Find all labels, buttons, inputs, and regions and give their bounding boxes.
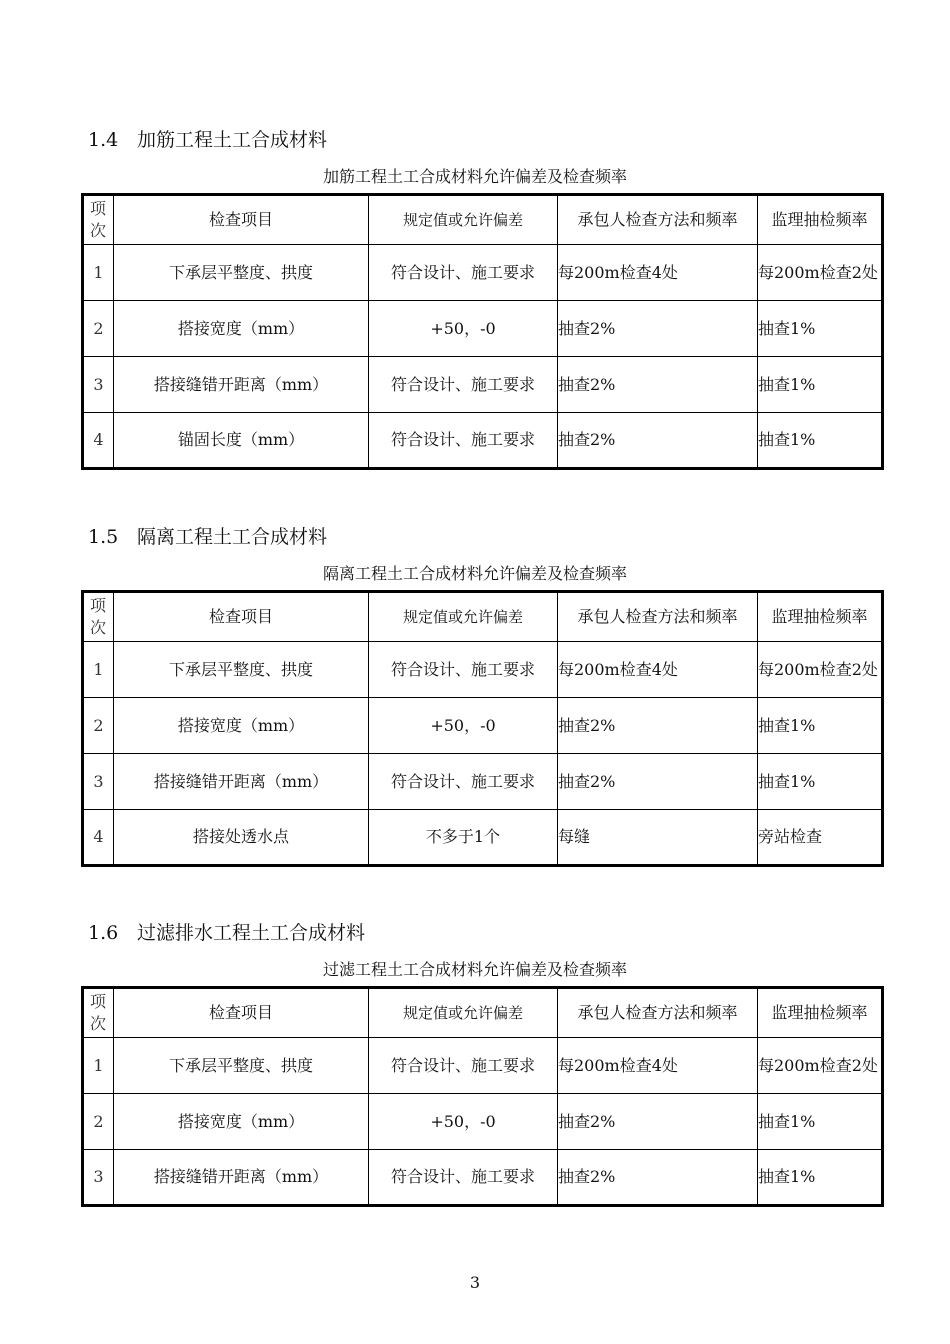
cell-method: 每200m检查4处	[558, 642, 758, 698]
cell-frequency: 抽查1%	[758, 301, 883, 357]
cell-no: 3	[83, 754, 114, 810]
cell-standard: +50，-0	[369, 698, 558, 754]
table-row	[83, 245, 883, 301]
cell-frequency: 抽查1%	[758, 1150, 883, 1206]
cell-no: 2	[83, 1094, 114, 1150]
header-no: 项次	[83, 988, 114, 1038]
cell-no: 1	[83, 245, 114, 301]
table-caption: 加筋工程土工合成材料允许偏差及检查频率	[322, 167, 627, 186]
cell-frequency: 抽查1%	[758, 357, 883, 413]
cell-no: 1	[83, 642, 114, 698]
page-number: 3	[469, 1273, 481, 1292]
cell-frequency: 抽查1%	[758, 754, 883, 810]
cell-standard: 符合设计、施工要求	[369, 357, 558, 413]
section-title: 隔离工程土工合成材料	[137, 526, 328, 548]
section-number: 1.4	[88, 129, 119, 151]
table-row	[83, 1038, 883, 1094]
cell-standard: +50，-0	[369, 301, 558, 357]
cell-frequency: 抽查1%	[758, 698, 883, 754]
table-row	[83, 1094, 883, 1150]
cell-no: 3	[83, 1150, 114, 1206]
cell-item: 锚固长度（mm）	[114, 413, 369, 469]
cell-item: 搭接处透水点	[114, 810, 369, 866]
section-heading	[88, 525, 327, 549]
cell-item: 下承层平整度、拱度	[114, 245, 369, 301]
table-row	[83, 301, 883, 357]
cell-standard: 符合设计、施工要求	[369, 754, 558, 810]
table-row	[83, 698, 883, 754]
header-item: 检查项目	[114, 988, 369, 1038]
cell-item: 搭接缝错开距离（mm）	[114, 357, 369, 413]
section-title: 过滤排水工程土工合成材料	[137, 922, 366, 944]
cell-item: 搭接宽度（mm）	[114, 1094, 369, 1150]
table-header-row	[83, 988, 883, 1038]
cell-method: 抽查2%	[558, 1094, 758, 1150]
cell-frequency: 每200m检查2处	[758, 642, 883, 698]
cell-no: 2	[83, 698, 114, 754]
cell-method: 抽查2%	[558, 413, 758, 469]
cell-method: 每200m检查4处	[558, 245, 758, 301]
cell-standard: +50，-0	[369, 1094, 558, 1150]
inspection-table	[81, 986, 884, 1207]
cell-standard: 不多于1个	[369, 810, 558, 866]
header-frequency: 监理抽检频率	[758, 592, 883, 642]
section-number: 1.5	[88, 526, 119, 548]
cell-method: 每200m检查4处	[558, 1038, 758, 1094]
table-row	[83, 1150, 883, 1206]
table-row	[83, 642, 883, 698]
inspection-table	[81, 590, 884, 867]
cell-standard: 符合设计、施工要求	[369, 245, 558, 301]
cell-method: 抽查2%	[558, 698, 758, 754]
header-method: 承包人检查方法和频率	[558, 988, 758, 1038]
cell-frequency: 抽查1%	[758, 1094, 883, 1150]
header-standard: 规定值或允许偏差	[369, 592, 558, 642]
header-frequency: 监理抽检频率	[758, 195, 883, 245]
cell-no: 1	[83, 1038, 114, 1094]
header-method: 承包人检查方法和频率	[558, 195, 758, 245]
cell-item: 下承层平整度、拱度	[114, 642, 369, 698]
header-item: 检查项目	[114, 195, 369, 245]
cell-no: 4	[83, 413, 114, 469]
cell-frequency: 抽查1%	[758, 413, 883, 469]
section-heading	[88, 128, 327, 152]
cell-item: 搭接缝错开距离（mm）	[114, 754, 369, 810]
cell-standard: 符合设计、施工要求	[369, 642, 558, 698]
cell-no: 4	[83, 810, 114, 866]
table-row	[83, 413, 883, 469]
cell-method: 抽查2%	[558, 301, 758, 357]
header-method: 承包人检查方法和频率	[558, 592, 758, 642]
table-row	[83, 357, 883, 413]
cell-item: 搭接宽度（mm）	[114, 698, 369, 754]
cell-item: 下承层平整度、拱度	[114, 1038, 369, 1094]
cell-item: 搭接缝错开距离（mm）	[114, 1150, 369, 1206]
cell-standard: 符合设计、施工要求	[369, 413, 558, 469]
cell-item: 搭接宽度（mm）	[114, 301, 369, 357]
header-no: 项次	[83, 592, 114, 642]
header-frequency: 监理抽检频率	[758, 988, 883, 1038]
header-no: 项次	[83, 195, 114, 245]
table-caption: 隔离工程土工合成材料允许偏差及检查频率	[322, 564, 627, 583]
cell-method: 抽查2%	[558, 357, 758, 413]
cell-method: 抽查2%	[558, 754, 758, 810]
table-row	[83, 810, 883, 866]
inspection-table	[81, 193, 884, 470]
table-header-row	[83, 195, 883, 245]
table-row	[83, 754, 883, 810]
cell-method: 抽查2%	[558, 1150, 758, 1206]
section-number: 1.6	[88, 922, 119, 944]
header-item: 检查项目	[114, 592, 369, 642]
table-header-row	[83, 592, 883, 642]
cell-method: 每缝	[558, 810, 758, 866]
cell-no: 3	[83, 357, 114, 413]
header-standard: 规定值或允许偏差	[369, 195, 558, 245]
cell-standard: 符合设计、施工要求	[369, 1038, 558, 1094]
cell-frequency: 旁站检查	[758, 810, 883, 866]
cell-no: 2	[83, 301, 114, 357]
header-standard: 规定值或允许偏差	[369, 988, 558, 1038]
section-heading	[88, 921, 365, 945]
table-caption: 过滤工程土工合成材料允许偏差及检查频率	[322, 960, 627, 979]
cell-standard: 符合设计、施工要求	[369, 1150, 558, 1206]
cell-frequency: 每200m检查2处	[758, 245, 883, 301]
section-title: 加筋工程土工合成材料	[137, 129, 328, 151]
cell-frequency: 每200m检查2处	[758, 1038, 883, 1094]
